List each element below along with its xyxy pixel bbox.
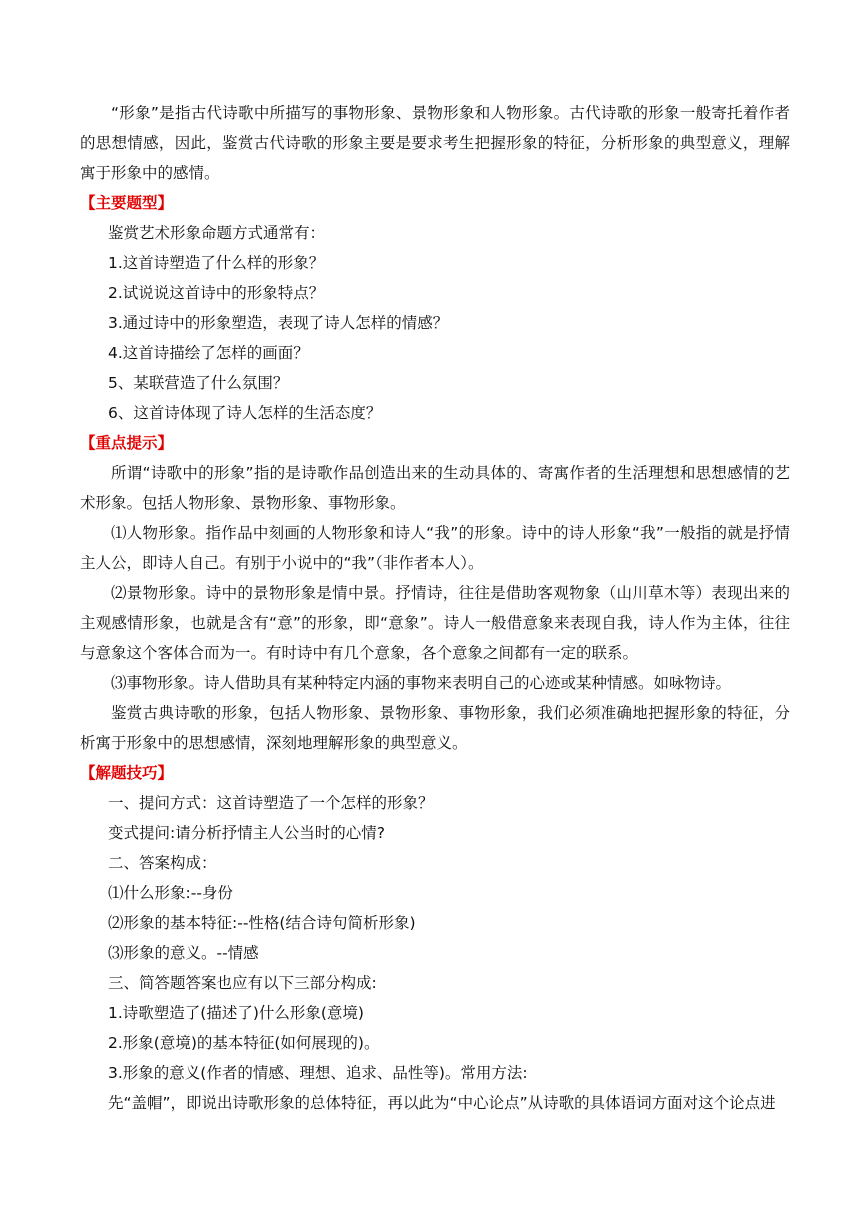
key-point-paragraph: ⑴人物形象。指作品中刻画的人物形象和诗人“我”的形象。诗中的诗人形象“我”一般指的就是抒情主人公，即诗人自己。有别于小说中的“我”（非作者本人）。 [80,524,790,572]
section-heading-techniques: 【解题技巧】 [80,764,174,782]
technique-line: ⑶形象的意义。--情感 [108,944,259,962]
technique-line: 一、提问方式：这首诗塑造了一个怎样的形象？ [108,794,434,812]
technique-line: 2.形象(意境)的基本特征(如何展现的)。 [108,1034,380,1052]
technique-line: ⑴什么形象:--身份 [108,884,233,902]
question-item: 3.通过诗中的形象塑造，表现了诗人怎样的情感？ [108,314,449,332]
technique-line: 二、答案构成： [108,854,217,872]
technique-line: 三、简答题答案也应有以下三部分构成: [108,974,377,992]
section-heading-key-points: 【重点提示】 [80,434,174,452]
section1-lead: 鉴赏艺术形象命题方式通常有： [108,224,326,242]
key-point-paragraph: 所谓“诗歌中的形象”指的是诗歌作品创造出来的生动具体的、寄寓作者的生活理想和思想感情的艺术形象。包括人物形象、景物形象、事物形象。 [80,464,790,512]
question-item: 2.试说说这首诗中的形象特点？ [108,284,325,302]
section-heading-main-types: 【主要题型】 [80,194,174,212]
question-item: 1.这首诗塑造了什么样的形象？ [108,254,325,272]
technique-line: 变式提问:请分析抒情主人公当时的心情? [108,824,385,842]
technique-line: 1.诗歌塑造了(描述了)什么形象(意境) [108,1004,364,1022]
key-point-paragraph: ⑶事物形象。诗人借助具有某种特定内涵的事物来表明自己的心迹或某种情感。如咏物诗。 [111,674,732,692]
technique-line: ⑵形象的基本特征:--性格(结合诗句简析形象) [108,914,416,932]
key-point-paragraph: ⑵景物形象。诗中的景物形象是情中景。抒情诗，往往是借助客观物象（山川草木等）表现出来的主观感情形象，也就是含有“意”的形象，即“意象”。诗人一般借意象来表现自我，诗人作为主体，往往与意象这个客体合而为一。有时诗中有几个意象，各个意象之间都有一定的联系。 [80,584,790,662]
technique-line: 3.形象的意义(作者的情感、理想、追求、品性等)。常用方法: [108,1064,528,1082]
key-point-paragraph: 鉴赏古典诗歌的形象，包括人物形象、景物形象、事物形象，我们必须准确地把握形象的特征，分析寓于形象中的思想感情，深刻地理解形象的典型意义。 [80,704,790,752]
technique-last-line: 先“盖帽”，即说出诗歌形象的总体特征，再以此为“中心论点”从诗歌的具体语词方面对这个论点进 [108,1094,776,1112]
intro-paragraph: “形象”是指古代诗歌中所描写的事物形象、景物形象和人物形象。古代诗歌的形象一般寄托着作者的思想情感，因此，鉴赏古代诗歌的形象主要是要求考生把握形象的特征，分析形象的典型意义，理解寓于形象中的感情。 [80,104,790,182]
question-item: 5、某联营造了什么氛围？ [108,374,289,392]
question-item: 4.这首诗描绘了怎样的画面？ [108,344,309,362]
question-item: 6、这首诗体现了诗人怎样的生活态度？ [108,404,382,422]
